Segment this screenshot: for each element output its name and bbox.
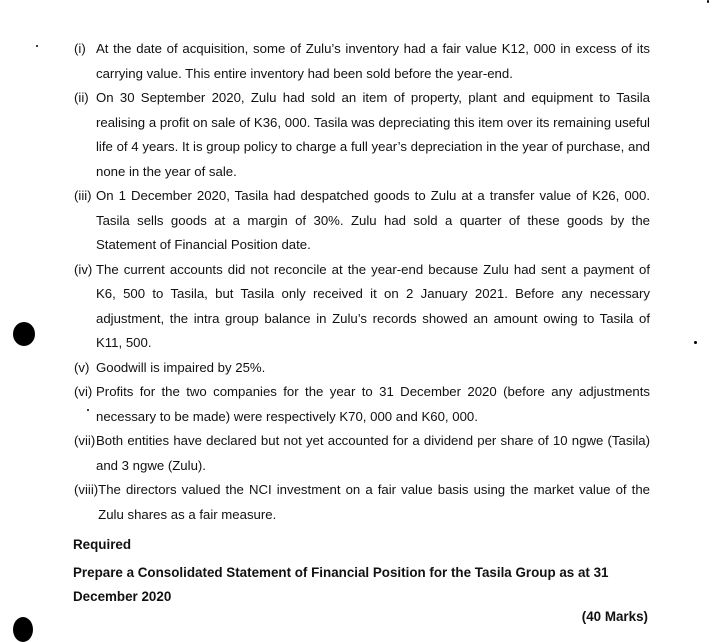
note-item <box>74 37 650 86</box>
note-text: On 30 September 2020, Zulu had sold an item of property, plant and equipment to Tasila realising a profit on sale of K36, 000. Tasila was depreciating this item over its remaining useful life of 4 years. It is group policy to charge a full year’s depreciation in the year of purchase, and none in the year of sale. <box>96 90 650 179</box>
marks-allocation: (40 Marks) <box>581 609 648 624</box>
note-item <box>74 380 650 429</box>
note-item <box>74 258 650 356</box>
note-number: (vii) <box>74 433 96 448</box>
note-text: Profits for the two companies for the year to 31 December 2020 (before any adjustments necessary to be made) were respectively K70, 000 and K60, 000. <box>96 384 650 424</box>
note-number: (vi) <box>74 384 93 399</box>
note-item <box>74 356 650 381</box>
adjustment-notes-list <box>74 37 650 527</box>
note-text: Goodwill is impaired by 25%. <box>96 359 266 375</box>
note-item <box>74 184 650 258</box>
binder-hole-mark <box>13 322 35 346</box>
note-text: At the date of acquisition, some of Zulu’s inventory had a fair value K12, 000 in excess of its carrying value. This entire inventory had been sold before the year-end. <box>96 41 650 81</box>
scan-speck <box>707 0 709 3</box>
note-item <box>74 478 650 527</box>
note-item <box>74 429 650 478</box>
note-number: (i) <box>74 41 86 56</box>
note-text: The directors valued the NCI investment on a fair value basis using the market value of the Zulu shares as a fair measure. <box>98 482 650 522</box>
scan-speck <box>36 45 38 47</box>
required-task: Prepare a Consolidated Statement of Financial Position for the Tasila Group as at 31 December 2020 <box>73 565 609 604</box>
note-number: (viii) <box>74 482 99 497</box>
note-item <box>74 86 650 184</box>
scan-speck <box>694 341 697 344</box>
note-number: (v) <box>74 359 90 375</box>
note-number: (ii) <box>74 90 89 105</box>
note-number: (iii) <box>74 188 92 203</box>
note-text: On 1 December 2020, Tasila had despatched goods to Zulu at a transfer value of K26, 000. Tasila sells goods at a margin of 30%. Zulu had sold a quarter of these goods by the Statement of Financial Position date. <box>96 188 650 252</box>
required-heading: Required <box>73 537 132 552</box>
binder-hole-mark <box>13 617 33 642</box>
note-text: Both entities have declared but not yet accounted for a dividend per share of 10 ngwe (Tasila) and 3 ngwe (Zulu). <box>96 433 650 473</box>
note-number: (iv) <box>74 261 93 277</box>
note-text: The current accounts did not reconcile at the year-end because Zulu had sent a payment of K6, 500 to Tasila, but Tasila only received it on 2 January 2021. Before any necessary adjustment, the intra group balance in Zulu’s records showed an amount owing to Tasila of K11, 500. <box>96 261 650 350</box>
